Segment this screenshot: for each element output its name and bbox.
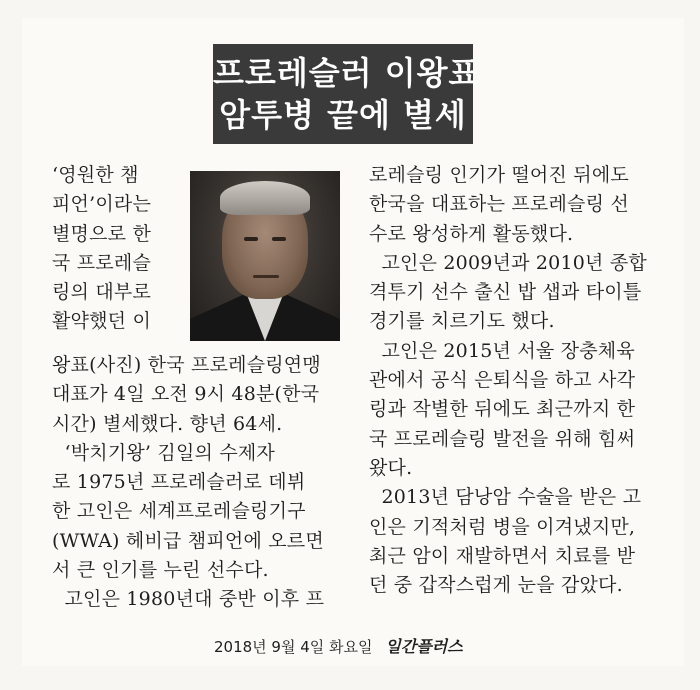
body-text-line: 고인은 1980년대 중반 이후 프 (52, 588, 325, 611)
body-text-line: 왕표(사진) 한국 프로레슬링연맹 (52, 354, 321, 376)
photo-eye-right (272, 237, 286, 241)
body-column-left-narrow (52, 161, 180, 337)
headline-line-1: 프로레슬러 이왕표 (213, 54, 481, 92)
body-text-line: 활약했던 이 (52, 310, 152, 333)
body-text-line: 왔다. (369, 456, 413, 479)
footer-publication-logo: 일간플러스 (385, 637, 463, 656)
body-text-line: 최근 암이 재발하면서 치료를 받 (369, 544, 636, 567)
body-text-line: 링과 작별한 뒤에도 최근까지 한 (369, 398, 636, 421)
body-text-line: 로 1975년 프로레슬러로 데뷔 (52, 471, 306, 494)
body-text-line: ‘박치기왕’ 김일의 수제자 (52, 441, 275, 464)
headline-box (213, 44, 481, 144)
body-column-right (369, 161, 659, 600)
body-text-line: 한국을 대표하는 프로레슬링 선 (369, 193, 629, 216)
body-text-line: 국 프로레슬 (52, 251, 152, 274)
body-text-line: 별명으로 한 (52, 222, 152, 245)
body-text-line: 고인은 2009년과 2010년 종합 (369, 251, 647, 274)
body-text-line: 2013년 담낭암 수술을 받은 고 (369, 486, 642, 509)
body-text-line: 던 중 갑작스럽게 눈을 감았다. (369, 574, 623, 597)
body-text-line: 관에서 공식 은퇴식을 하고 사각 (369, 369, 636, 392)
body-text-line: 경기를 치르기도 했다. (369, 310, 555, 333)
body-text-line: 고인은 2015년 서울 장충체육 (369, 339, 635, 362)
body-text-line: 로레슬링 인기가 떨어진 뒤에도 (369, 164, 629, 186)
body-text-line: ‘영원한 챔 (52, 164, 139, 186)
footer (214, 634, 463, 660)
body-column-left-wide (52, 351, 342, 615)
body-text-line: 피언’이라는 (52, 193, 152, 216)
body-text-line: 서 큰 인기를 누린 선수다. (52, 559, 269, 582)
photo-hair (220, 181, 310, 215)
body-text-line: 국 프로레슬링 발전을 위해 힘써 (369, 427, 636, 450)
headline-line-2: 암투병 끝에 별세 (219, 96, 467, 134)
photo-mouth (253, 275, 279, 278)
body-text-line: 링의 대부로 (52, 281, 152, 304)
portrait-photo (190, 171, 340, 341)
body-text-line: 대표가 4일 오전 9시 48분(한국 (52, 383, 320, 406)
body-text-line: 인은 기적처럼 병을 이겨냈지만, (369, 515, 636, 538)
body-text-line: 한 고인은 세계프로레슬링기구 (52, 500, 306, 523)
body-text-line: (WWA) 헤비급 챔피언에 오르면 (52, 529, 324, 552)
photo-eye-left (244, 237, 258, 241)
footer-date: 2018년 9월 4일 화요일 (214, 638, 373, 656)
body-text-line: 시간) 별세했다. 향년 64세. (52, 412, 283, 435)
body-text-line: 격투기 선수 출신 밥 샙과 타이틀 (369, 281, 642, 304)
body-text-line: 수로 왕성하게 활동했다. (369, 222, 574, 245)
